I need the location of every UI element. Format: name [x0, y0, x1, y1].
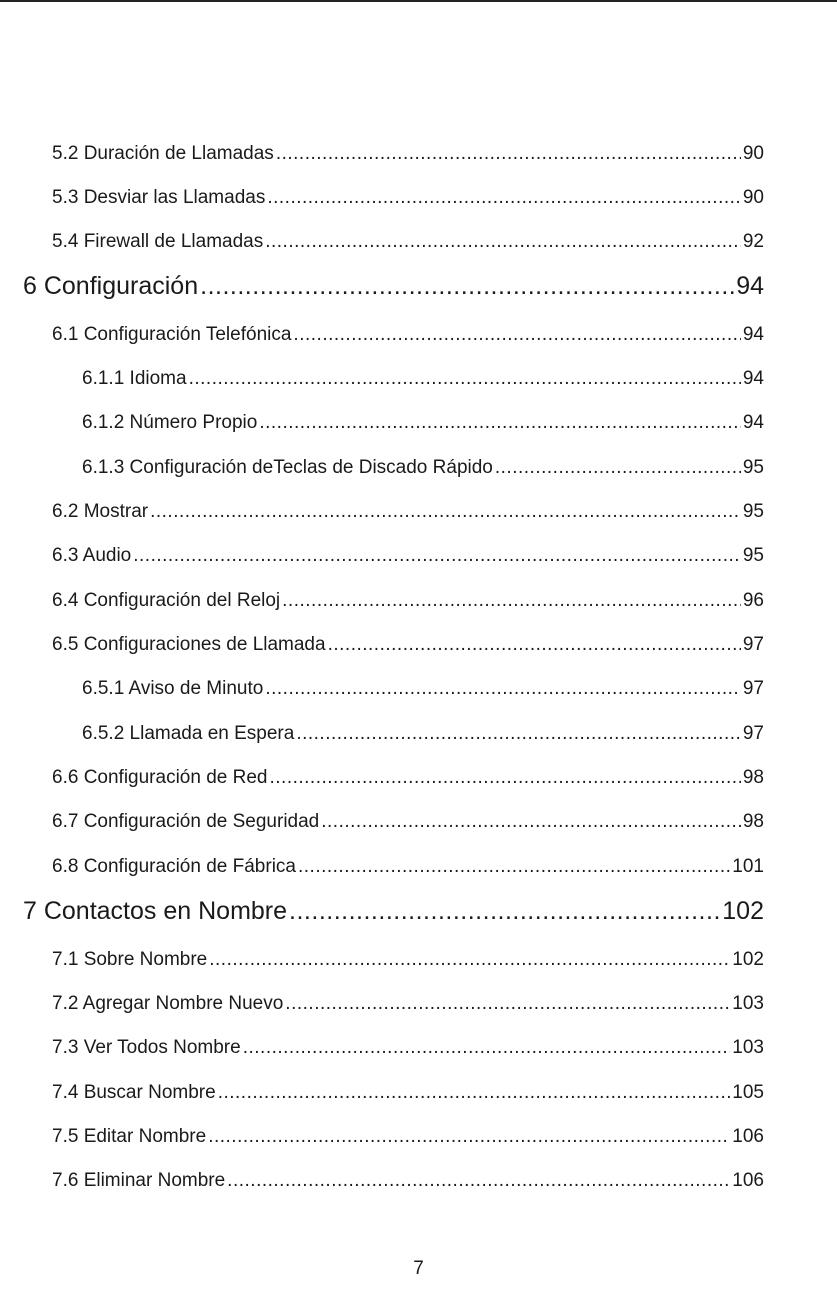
toc-entry-page: 103 [732, 993, 764, 1014]
toc-dot-leader [200, 272, 734, 301]
toc-dot-leader [265, 231, 741, 253]
toc-dot-leader [495, 457, 741, 479]
toc-entry-page: 92 [742, 231, 764, 252]
toc-entry-page: 106 [732, 1170, 764, 1191]
toc-entry-title: 6.5.1 Aviso de Minuto [82, 678, 264, 699]
toc-entry-page: 97 [742, 678, 764, 699]
toc-entry-title: 6.5.2 Llamada en Espera [82, 723, 295, 744]
toc-entry-page: 98 [742, 811, 764, 832]
toc-entry[interactable] [52, 1170, 764, 1200]
toc-entry-title: 7.5 Editar Nombre [52, 1126, 207, 1147]
toc-entry[interactable] [23, 272, 764, 308]
toc-entry-page: 101 [732, 856, 764, 877]
toc-dot-leader [296, 723, 741, 745]
toc-dot-leader [227, 1170, 730, 1192]
toc-dot-leader [259, 412, 741, 434]
toc-dot-leader [208, 1126, 730, 1148]
toc-entry-page: 94 [742, 368, 764, 389]
toc-entry[interactable] [52, 545, 764, 575]
toc-entry[interactable] [82, 723, 764, 753]
toc-entry[interactable] [82, 368, 764, 398]
toc-dot-leader [133, 545, 741, 567]
toc-dot-leader [267, 187, 741, 209]
toc-entry-page: 98 [742, 767, 764, 788]
toc-entry[interactable] [52, 324, 764, 354]
toc-dot-leader [189, 368, 741, 390]
toc-dot-leader [285, 993, 730, 1015]
toc-entry[interactable] [82, 412, 764, 442]
toc-dot-leader [209, 949, 730, 971]
toc-entry-page: 102 [732, 949, 764, 970]
toc-entry-page: 94 [742, 324, 764, 345]
toc-entry[interactable] [52, 1037, 764, 1067]
toc-dot-leader [328, 634, 741, 656]
toc-entry-title: 6.1.3 Configuración deTeclas de Discado Rápido [82, 457, 493, 478]
toc-entry-title: 6.3 Audio [52, 545, 132, 566]
toc-entry[interactable] [52, 634, 764, 664]
toc-dot-leader [282, 590, 741, 612]
toc-entry-title: 7.1 Sobre Nombre [52, 949, 208, 970]
toc-entry-page: 95 [742, 501, 764, 522]
toc-entry[interactable] [52, 501, 764, 531]
toc-entry-page: 97 [742, 634, 764, 655]
toc-dot-leader [218, 1082, 731, 1104]
toc-entry-title: 6.1.2 Número Propio [82, 412, 258, 433]
toc-entry-title: 5.4 Firewall de Llamadas [52, 231, 264, 252]
toc-entry-page: 94 [736, 272, 764, 300]
toc-entry-page: 94 [742, 412, 764, 433]
toc-entry-title: 6.2 Mostrar [52, 501, 149, 522]
toc-entry-title: 7.4 Buscar Nombre [52, 1082, 216, 1103]
toc-entry-page: 96 [742, 590, 764, 611]
toc-entry[interactable] [82, 457, 764, 487]
toc-entry-title: 7 Contactos en Nombre [23, 897, 288, 925]
toc-entry[interactable] [82, 678, 764, 708]
toc-dot-leader [243, 1037, 731, 1059]
toc-entry-page: 106 [732, 1126, 764, 1147]
toc-entry[interactable] [52, 1126, 764, 1156]
toc-dot-leader [289, 897, 720, 926]
toc-entry[interactable] [23, 897, 764, 933]
toc-entry-title: 6.5 Configuraciones de Llamada [52, 634, 326, 655]
toc-entry-page: 105 [732, 1082, 764, 1103]
toc-entry-page: 103 [732, 1037, 764, 1058]
toc-entry-page: 95 [742, 457, 764, 478]
toc-dot-leader [150, 501, 741, 523]
toc-entry[interactable] [52, 949, 764, 979]
toc-dot-leader [269, 767, 740, 789]
toc-entry-page: 90 [742, 187, 764, 208]
toc-entry[interactable] [52, 1082, 764, 1112]
toc-entry-title: 6.4 Configuración del Reloj [52, 590, 281, 611]
toc-entry[interactable] [52, 767, 764, 797]
toc-dot-leader [321, 811, 741, 833]
page-number: 7 [413, 1258, 424, 1279]
top-border-rule [0, 0, 837, 2]
toc-entry-title: 6.6 Configuración de Red [52, 767, 268, 788]
toc-entry-title: 6.1 Configuración Telefónica [52, 324, 292, 345]
toc-entry[interactable] [52, 993, 764, 1023]
toc-dot-leader [276, 143, 741, 165]
toc-entry-page: 102 [722, 897, 764, 925]
toc-entry-title: 7.2 Agregar Nombre Nuevo [52, 993, 284, 1014]
toc-entry-title: 6.8 Configuración de Fábrica [52, 856, 296, 877]
toc-entry-title: 5.2 Duración de Llamadas [52, 143, 274, 164]
toc-entry-title: 7.3 Ver Todos Nombre [52, 1037, 241, 1058]
toc-entry-title: 7.6 Eliminar Nombre [52, 1170, 226, 1191]
toc-entry-page: 97 [742, 723, 764, 744]
toc-entry[interactable] [52, 590, 764, 620]
toc-entry[interactable] [52, 811, 764, 841]
toc-dot-leader [298, 856, 730, 878]
toc-entry[interactable] [52, 143, 764, 173]
toc-entry-title: 5.3 Desviar las Llamadas [52, 187, 266, 208]
toc-dot-leader [293, 324, 740, 346]
toc-entry[interactable] [52, 187, 764, 217]
toc-entry[interactable] [52, 856, 764, 886]
toc-dot-leader [265, 678, 741, 700]
toc-entry[interactable] [52, 231, 764, 261]
toc-entry-title: 6.7 Configuración de Seguridad [52, 811, 320, 832]
toc-entry-page: 95 [742, 545, 764, 566]
toc-entry-title: 6 Configuración [23, 272, 199, 300]
toc-entry-title: 6.1.1 Idioma [82, 368, 187, 389]
toc-entry-page: 90 [742, 143, 764, 164]
